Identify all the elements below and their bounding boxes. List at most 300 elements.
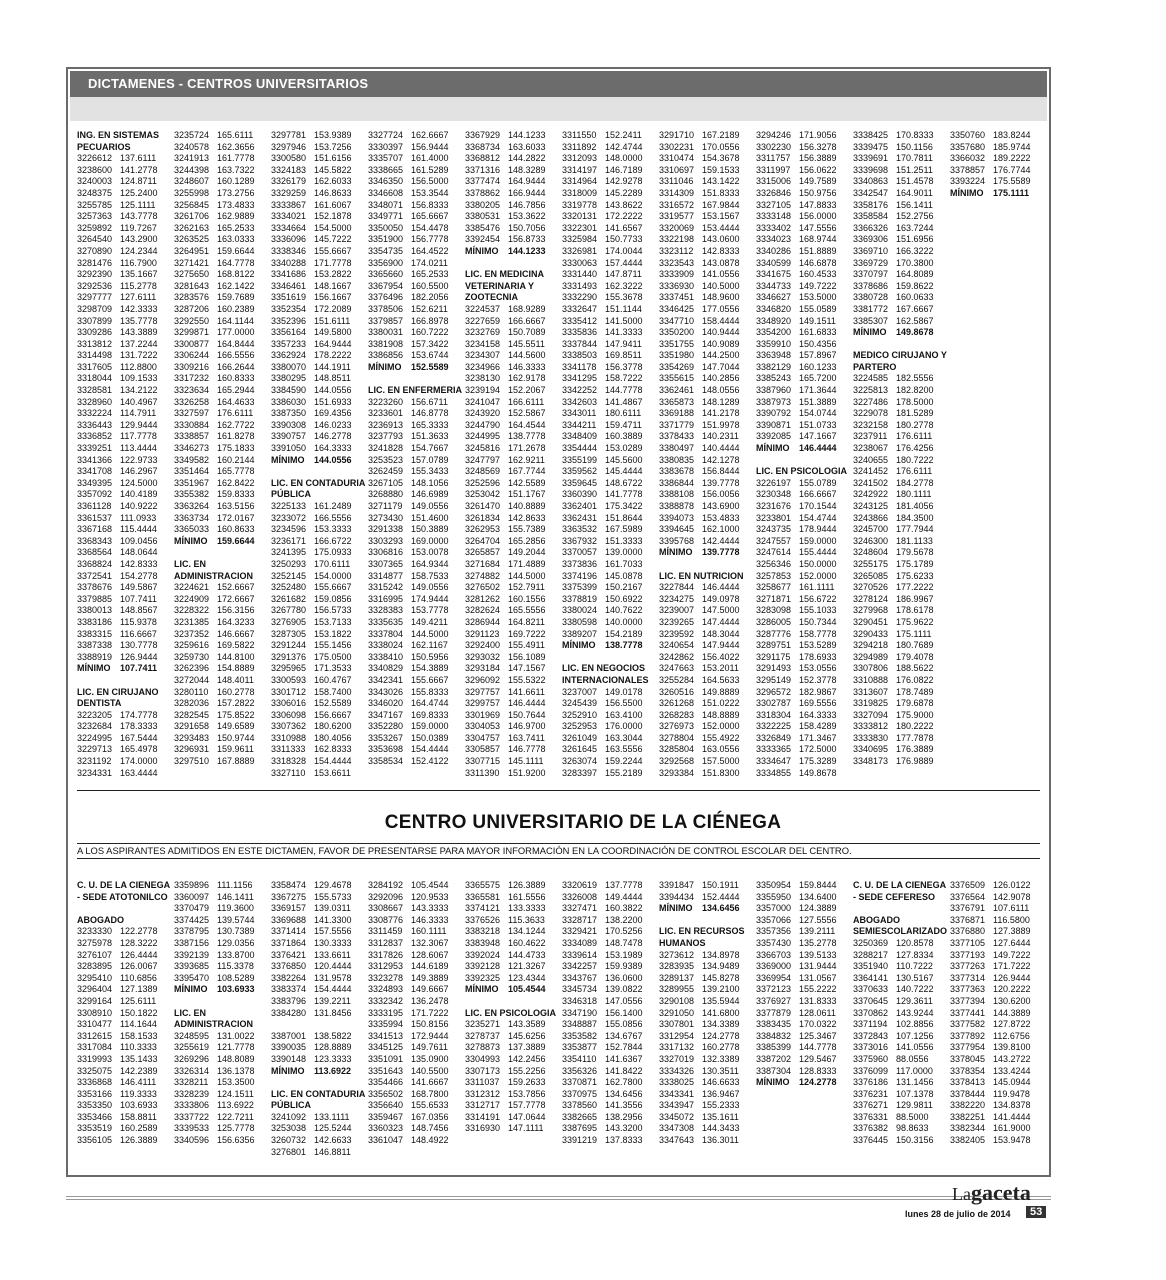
program-heading: LIC. EN NUTRICION <box>659 570 744 581</box>
list-item: 3329259 146.8633 <box>271 187 352 198</box>
list-item: 3304993 142.2456 <box>465 1053 546 1064</box>
list-item: 3335836 141.3333 <box>562 327 643 338</box>
list-item: 3388878 143.6900 <box>659 501 740 511</box>
list-item: 3333867 161.6067 <box>271 199 352 210</box>
list-item: 3356900 174.0211 <box>368 257 448 268</box>
list-item: 3237793 151.3633 <box>368 431 449 442</box>
list-item: 3248569 167.7744 <box>465 466 546 477</box>
list-item: 3304757 163.7411 <box>465 732 545 743</box>
list-item: 3312615 158.1533 <box>77 1030 158 1041</box>
list-item: 3354110 141.6367 <box>562 1053 643 1064</box>
list-item: 3238600 141.2778 <box>77 164 158 175</box>
list-item: 3325075 142.2389 <box>77 1065 158 1076</box>
list-item: 3382251 141.4444 <box>950 1111 1031 1122</box>
minimum-score: MÍNIMO 107.7411 <box>77 663 158 674</box>
program-heading: SEMIESCOLARIZADO <box>853 926 948 937</box>
list-item: 3326846 150.9756 <box>756 187 837 198</box>
list-item: 3382264 131.9578 <box>271 972 352 983</box>
list-item: 3271684 171.4889 <box>465 558 546 569</box>
list-item: 3279968 178.6178 <box>853 605 934 616</box>
list-item: 3232684 178.3333 <box>77 721 158 732</box>
list-item: 3353582 134.6767 <box>562 1030 643 1041</box>
list-item: 3311037 159.2633 <box>465 1077 546 1088</box>
list-item: 3357000 124.3889 <box>756 903 837 914</box>
list-item: 3262163 165.2533 <box>174 222 255 233</box>
list-item: 3327471 160.3822 <box>562 903 643 914</box>
program-heading: C. U. DE LA CIENEGA <box>77 880 171 890</box>
list-item: 3394434 152.4444 <box>659 891 740 902</box>
list-item: 3261470 140.8889 <box>465 501 546 511</box>
list-item: 3374121 133.3333 <box>465 903 546 914</box>
list-item: 3296404 127.1389 <box>77 984 158 995</box>
list-item: 3270890 124.2344 <box>77 245 158 256</box>
list-item: 3282036 157.2822 <box>174 698 255 709</box>
list-item: 3339251 113.4444 <box>77 443 157 454</box>
list-item: 3333365 172.5000 <box>756 744 837 755</box>
list-item: 3355382 159.8333 <box>174 489 255 500</box>
list-item: 3331493 162.3222 <box>562 280 643 291</box>
list-item: 3306098 156.6667 <box>271 709 352 720</box>
list-item: 3355615 140.2856 <box>659 373 740 384</box>
program-heading: LIC. EN CONTADURIA <box>271 1088 366 1099</box>
list-item: 3361047 148.4922 <box>368 1135 449 1146</box>
list-item: 3223260 156.6711 <box>368 396 448 407</box>
list-item: 3360323 148.7456 <box>368 1123 449 1134</box>
list-item: 3320619 137.7778 <box>562 880 643 890</box>
list-item: 3384590 144.0556 <box>271 385 352 396</box>
list-item: 3374425 139.5744 <box>174 914 255 925</box>
list-item: 3337451 148.9600 <box>659 292 740 303</box>
spacer <box>271 1019 362 1031</box>
list-item: 3367954 160.5500 <box>368 280 449 291</box>
list-item: 3368824 142.8333 <box>77 558 158 569</box>
list-item: 3376880 127.3889 <box>950 926 1031 937</box>
list-item: 3241913 161.7778 <box>174 153 255 164</box>
list-item: 3327724 162.6667 <box>368 130 449 140</box>
minimum-score: MÍNIMO 105.4544 <box>465 984 546 995</box>
list-item: 3381908 157.3422 <box>368 338 449 349</box>
list-item: 3314877 158.7533 <box>368 570 449 581</box>
list-item: 3359910 150.4356 <box>756 338 837 349</box>
list-item: 3308910 150.1822 <box>77 1007 158 1018</box>
list-item: 3305857 146.7778 <box>465 744 546 755</box>
list-item: 3333830 177.7878 <box>853 732 934 743</box>
list-item: 3318328 154.4444 <box>271 756 352 767</box>
list-item: 3292536 115.2778 <box>77 280 157 291</box>
list-item: 3328211 153.3500 <box>174 1077 255 1088</box>
list-item: 3289955 139.2100 <box>659 984 740 995</box>
list-item: 3383796 139.2211 <box>271 995 351 1006</box>
list-item: 3248607 160.1289 <box>174 176 255 187</box>
list-item: 3360097 146.1411 <box>174 891 254 902</box>
list-item: 3357430 135.2778 <box>756 937 837 948</box>
list-item: 3245700 177.7944 <box>853 524 934 535</box>
list-item: 3288217 127.8334 <box>853 949 934 960</box>
list-item: 3259616 169.5822 <box>174 640 255 651</box>
list-item: 3234275 149.0978 <box>659 593 740 604</box>
list-item: 3289751 153.5289 <box>756 640 837 651</box>
list-item: 3377879 128.0611 <box>756 1007 836 1018</box>
list-item: 3292550 164.1144 <box>174 315 254 326</box>
list-item: 3278124 186.9967 <box>853 593 934 604</box>
list-item: 3352280 159.0000 <box>368 721 449 732</box>
list-item: 3361128 140.9222 <box>77 501 158 511</box>
list-item: 3378686 159.8622 <box>853 280 934 291</box>
list-item: 3286005 150.7344 <box>756 616 837 627</box>
list-item: 3377314 126.9444 <box>950 972 1031 983</box>
list-item: 3326849 171.3467 <box>756 732 837 743</box>
list-item: 3366326 163.7244 <box>853 222 934 233</box>
list-item: 3360390 141.7778 <box>562 489 643 500</box>
list-item: 3370633 140.7222 <box>853 984 934 995</box>
list-item: 3355950 134.6400 <box>756 891 837 902</box>
list-item: 3302787 169.5556 <box>756 698 837 709</box>
list-item: 3333148 156.0000 <box>756 211 837 222</box>
list-item: 3346350 156.5000 <box>368 176 449 187</box>
list-item: 3348887 155.0856 <box>562 1019 643 1030</box>
list-item: 3334023 168.9744 <box>756 234 837 245</box>
list-item: 3378862 166.9444 <box>465 187 546 198</box>
list-column <box>368 880 465 1158</box>
list-item: 3373836 161.7033 <box>562 558 643 569</box>
list-item: 3390871 151.0733 <box>756 419 837 430</box>
list-item: 3326008 149.4444 <box>562 891 643 902</box>
list-item: 3247557 159.0000 <box>756 535 837 546</box>
list-item: 3382129 160.1233 <box>756 361 837 372</box>
spacer <box>368 373 459 385</box>
list-item: 3316995 174.9444 <box>368 593 449 604</box>
list-item: 3261682 159.0856 <box>271 593 352 604</box>
list-item: 3382405 153.9478 <box>950 1135 1031 1146</box>
list-item: 3261834 142.8633 <box>465 512 546 523</box>
program-heading: ABOGADO <box>77 914 124 925</box>
list-item: 3255175 175.1789 <box>853 558 934 569</box>
list-item: 3264540 143.2900 <box>77 234 158 245</box>
list-item: 3342341 155.6667 <box>368 674 449 685</box>
list-item: 3387156 129.0356 <box>174 937 255 948</box>
list-item: 3351755 140.9089 <box>659 338 740 349</box>
list-item: 3346627 153.5000 <box>756 292 837 303</box>
list-item: 3339614 153.1989 <box>562 949 643 960</box>
list-item: 3378433 140.2311 <box>659 431 739 442</box>
list-column <box>756 130 853 779</box>
list-item: 3252145 154.0000 <box>271 570 352 581</box>
list-item: 3370871 162.7800 <box>562 1077 643 1088</box>
list-item: 3338503 169.8511 <box>562 350 642 361</box>
list-item: 3237911 176.6111 <box>853 431 933 442</box>
list-item: 3331440 147.8711 <box>562 269 642 280</box>
list-item: 3323278 149.3889 <box>368 972 449 983</box>
list-item: 3328581 134.2122 <box>77 385 158 396</box>
list-item: 3287305 153.1822 <box>271 628 352 639</box>
list-item: 3306244 166.5556 <box>174 350 255 361</box>
list-item: 3350050 154.4478 <box>368 222 449 233</box>
list-item: 3380205 146.7856 <box>465 199 546 210</box>
list-item: 3347710 158.4444 <box>659 315 740 326</box>
list-item: 3310474 154.3678 <box>659 153 740 164</box>
list-item: 3224621 152.6667 <box>174 582 255 593</box>
list-item: 3233601 146.8778 <box>368 408 449 419</box>
list-item: 3376871 116.5800 <box>950 914 1030 925</box>
list-item: 3334664 154.5000 <box>271 222 352 233</box>
list-item: 3291658 149.6589 <box>174 721 255 732</box>
list-item: 3231676 170.1544 <box>756 501 837 511</box>
list-item: 3336096 145.7222 <box>271 234 352 245</box>
list-item: 3291123 169.7222 <box>465 628 546 639</box>
list-item: 3268283 148.8889 <box>659 709 740 720</box>
minimum-score: MÍNIMO 152.5589 <box>368 361 449 372</box>
list-item: 3383678 156.8444 <box>659 466 740 477</box>
list-item: 3258677 161.1111 <box>756 582 835 593</box>
list-item: 3312717 157.7778 <box>465 1100 546 1111</box>
list-item: 3308667 143.3333 <box>368 903 449 914</box>
list-item: 3235271 143.3589 <box>465 1019 546 1030</box>
list-item: 3375960 88.0556 <box>853 1053 929 1064</box>
list-item: 3328960 140.4967 <box>77 396 158 407</box>
list-item: 3362461 148.0556 <box>659 385 740 396</box>
list-item: 3339698 151.2511 <box>853 164 933 175</box>
list-item: 3303293 169.0000 <box>368 535 449 546</box>
program-heading: LIC. EN MEDICINA <box>465 269 545 280</box>
list-item: 3336852 117.7778 <box>77 431 157 442</box>
list-item: 3343767 136.0600 <box>562 972 643 983</box>
list-item: 3354735 164.4522 <box>368 245 449 256</box>
list-item: 3367932 151.3333 <box>562 535 643 546</box>
list-column <box>271 130 368 779</box>
spacer <box>562 652 653 664</box>
list-item: 3281643 162.1422 <box>174 280 255 291</box>
list-item: 3392325 123.4344 <box>465 972 546 983</box>
section2-title: CENTRO UNIVERSITARIO DE LA CIÉNEGA <box>384 812 782 833</box>
list-item: 3380728 160.0633 <box>853 292 934 303</box>
list-item: 3339533 125.7778 <box>174 1123 255 1134</box>
list-item: 3296572 182.9867 <box>756 686 837 697</box>
list-item: 3332224 114.7911 <box>77 408 157 419</box>
list-item: 3326314 136.1378 <box>174 1065 255 1076</box>
list-item: 3342547 164.9011 <box>853 187 933 198</box>
list-item: 3240654 147.9444 <box>659 640 740 651</box>
list-item: 3332647 151.1144 <box>562 303 642 314</box>
list-item: 3335412 141.5000 <box>562 315 643 326</box>
list-item: 3379885 107.7411 <box>77 593 157 604</box>
list-item: 3357233 164.9444 <box>271 338 352 349</box>
list-item: 3377363 120.2222 <box>950 984 1031 995</box>
list-column <box>174 130 271 779</box>
list-item: 3241828 154.7667 <box>368 443 449 454</box>
minimum-score: MÍNIMO 139.7778 <box>659 547 740 558</box>
list-item: 3282545 175.8522 <box>174 709 255 720</box>
list-item: 3392085 147.1667 <box>756 431 837 442</box>
list-item: 3336868 146.4111 <box>77 1077 157 1088</box>
list-item: 3343026 155.8333 <box>368 686 449 697</box>
list-item: 3340829 154.3889 <box>368 663 449 674</box>
list-item: 3347643 136.3011 <box>659 1135 739 1146</box>
list-item: 3323634 165.2944 <box>174 385 255 396</box>
list-item: 3366703 139.5133 <box>756 949 837 960</box>
list-item: 3363734 172.0167 <box>174 512 255 523</box>
list-item: 3346318 147.0556 <box>562 995 643 1006</box>
list-item: 3383315 116.6667 <box>77 628 157 639</box>
list-item: 3307806 188.5622 <box>853 663 934 674</box>
program-heading: - SEDE ATOTONILCO <box>77 891 168 902</box>
list-item: 3387202 129.5467 <box>756 1053 837 1064</box>
list-item: 3376564 142.9078 <box>950 891 1031 902</box>
section-title: DICTAMENES - CENTROS UNIVERSITARIOS <box>88 76 369 91</box>
list-item: 3314309 151.8333 <box>659 187 740 198</box>
minimum-score: MÍNIMO 138.7778 <box>562 640 643 651</box>
list-item: 3233801 154.4744 <box>756 512 837 523</box>
list-item: 3392139 133.8700 <box>174 949 255 960</box>
list-item: 3276801 146.8811 <box>271 1146 351 1157</box>
list-item: 3310477 114.1644 <box>77 1019 157 1030</box>
list-column <box>853 130 950 779</box>
list-item: 3285804 163.0556 <box>659 744 740 755</box>
list-item: 3390308 146.0233 <box>271 419 352 430</box>
list-item: 3291710 167.2189 <box>659 130 740 140</box>
list-item: 3294246 171.9056 <box>756 130 837 140</box>
list-column <box>950 130 1047 779</box>
minimum-score: MÍNIMO 175.1111 <box>950 187 1030 198</box>
program-heading: MEDICO CIRUJANO Y <box>853 350 947 361</box>
list-item: 3250369 120.8578 <box>853 937 934 948</box>
list-item: 3286944 164.8211 <box>465 616 545 627</box>
list-item: 3243735 178.9444 <box>756 524 837 535</box>
list-item: 3378413 145.0944 <box>950 1077 1031 1088</box>
list-item: 3341178 156.3778 <box>562 361 643 372</box>
list-item: 3341513 172.9444 <box>368 1030 449 1041</box>
list-item: 3391050 164.3333 <box>271 443 352 454</box>
list-item: 3327094 175.9000 <box>853 709 934 720</box>
list-item: 3239265 147.4444 <box>659 616 740 627</box>
list-column <box>77 880 174 1158</box>
list-item: 3293384 151.8300 <box>659 767 740 778</box>
list-item: 3246300 181.1133 <box>853 535 933 546</box>
list-item: 3336930 140.5000 <box>659 280 740 291</box>
list-item: 3340596 156.6356 <box>174 1135 255 1146</box>
list-item: 3351900 156.7778 <box>368 234 449 245</box>
list-item: 3314197 146.7189 <box>562 164 643 175</box>
program-heading: ADMINISTRACION <box>174 570 253 581</box>
list-item: 3345072 135.1611 <box>659 1111 739 1122</box>
list-item: 3260516 149.8889 <box>659 686 740 697</box>
list-item: 3326258 164.4633 <box>174 396 255 407</box>
list-item: 3341366 122.9733 <box>77 454 158 465</box>
list-item: 3378819 150.6922 <box>562 593 643 604</box>
list-item: 3225813 182.8200 <box>853 385 934 396</box>
list-item: 3389207 154.2189 <box>562 628 643 639</box>
list-item: 3262396 154.8889 <box>174 663 255 674</box>
list-item: 3241047 166.6111 <box>465 396 545 407</box>
list-item: 3376231 107.1378 <box>853 1088 934 1099</box>
list-item: 3292390 135.1667 <box>77 269 158 280</box>
list-item: 3327110 153.6611 <box>271 767 351 778</box>
list-item: 3371316 148.3289 <box>465 164 546 175</box>
list-item: 3267780 156.5733 <box>271 605 352 616</box>
list-item: 3301712 158.7400 <box>271 686 352 697</box>
list-item: 3351980 144.2500 <box>659 350 740 361</box>
spacer <box>174 996 265 1008</box>
list-item: 3334855 149.8678 <box>756 767 837 778</box>
list-item: 3231192 174.0000 <box>77 756 158 767</box>
list-column <box>950 880 1047 1158</box>
list-item: 3253042 151.1767 <box>465 489 546 500</box>
list-item: 3310888 176.0822 <box>853 674 934 685</box>
list-item: 3344211 159.4711 <box>562 419 642 430</box>
list-item: 3349395 124.5000 <box>77 477 158 488</box>
spacer <box>465 996 556 1008</box>
list-item: 3376421 133.6611 <box>271 949 351 960</box>
list-item: 3256845 173.4833 <box>174 199 255 210</box>
list-item: 3224537 168.9289 <box>465 303 546 314</box>
list-item: 3391219 137.8333 <box>562 1135 643 1146</box>
program-heading: ADMINISTRACION <box>174 1019 253 1030</box>
list-item: 3236171 166.6722 <box>271 535 352 546</box>
program-heading: LIC. EN CONTADURIA <box>271 477 366 488</box>
list-item: 3342252 144.7778 <box>562 385 643 396</box>
list-item: 3309216 166.2644 <box>174 361 255 372</box>
list-item: 3273612 134.8978 <box>659 949 740 960</box>
minimum-score: MÍNIMO 159.6644 <box>174 535 255 546</box>
list-item: 3362401 175.3422 <box>562 501 643 511</box>
list-item: 3376331 88.5000 <box>853 1111 929 1122</box>
list-item: 3262459 155.3433 <box>368 466 449 477</box>
list-item: 3376791 107.6111 <box>950 903 1030 914</box>
list-item: 3290108 135.5944 <box>659 995 740 1006</box>
list-item: 3333909 141.0556 <box>659 269 740 280</box>
list-item: 3319993 135.1433 <box>77 1053 158 1064</box>
list-item: 3281262 160.1556 <box>465 593 546 604</box>
list-item: 3380013 148.8567 <box>77 605 158 616</box>
list-item: 3361537 111.0933 <box>77 512 157 523</box>
list-item: 3351643 140.5500 <box>368 1065 449 1076</box>
list-item: 3376382 98.8633 <box>853 1123 929 1134</box>
list-item: 3387338 130.7778 <box>77 640 158 651</box>
list-item: 3384832 125.3467 <box>756 1030 837 1041</box>
list-item: 3307715 145.1111 <box>465 756 544 767</box>
list-item: 3387695 143.3200 <box>562 1123 643 1134</box>
list-item: 3260732 142.6633 <box>271 1135 352 1146</box>
list-item: 3370479 119.3600 <box>174 903 254 914</box>
list-item: 3382665 138.2956 <box>562 1111 643 1122</box>
list-item: 3293032 156.1089 <box>465 651 546 662</box>
program-heading: LIC. EN PSICOLOGIA <box>756 466 848 477</box>
list-item: 3243920 152.5867 <box>465 408 546 419</box>
list-item: 3281476 116.7900 <box>77 257 157 268</box>
list-item: 3259730 144.8100 <box>174 651 255 662</box>
list-item: 3369954 131.0567 <box>756 972 837 983</box>
list-item: 3233072 166.5556 <box>271 512 352 523</box>
list-item: 3296931 159.9611 <box>174 744 254 755</box>
list-item: 3234331 163.4444 <box>77 767 158 778</box>
list-item: 3346608 153.3544 <box>368 187 449 198</box>
list-item: 3392454 156.8733 <box>465 234 546 245</box>
list-item: 3241395 175.0933 <box>271 547 352 558</box>
list-item: 3353877 152.7844 <box>562 1042 643 1053</box>
list-item: 3227659 166.6667 <box>465 315 546 326</box>
list-item: 3291050 141.6800 <box>659 1007 740 1018</box>
list-item: 3326179 162.6033 <box>271 176 352 187</box>
list-item: 3316930 147.1111 <box>465 1123 544 1134</box>
program-heading: PARTERO <box>853 361 897 372</box>
list-item: 3238067 176.4256 <box>853 443 934 454</box>
list-item: 3271179 149.0556 <box>368 501 449 511</box>
list-item: 3276973 152.0000 <box>659 721 740 732</box>
list-item: 3335635 149.4211 <box>368 616 448 627</box>
program-heading: LIC. EN RECURSOS <box>659 926 745 937</box>
list-item: 3311757 156.3889 <box>756 153 837 164</box>
list-item: 3345125 149.7611 <box>368 1042 448 1053</box>
list-item: 3369688 141.3300 <box>271 914 352 925</box>
